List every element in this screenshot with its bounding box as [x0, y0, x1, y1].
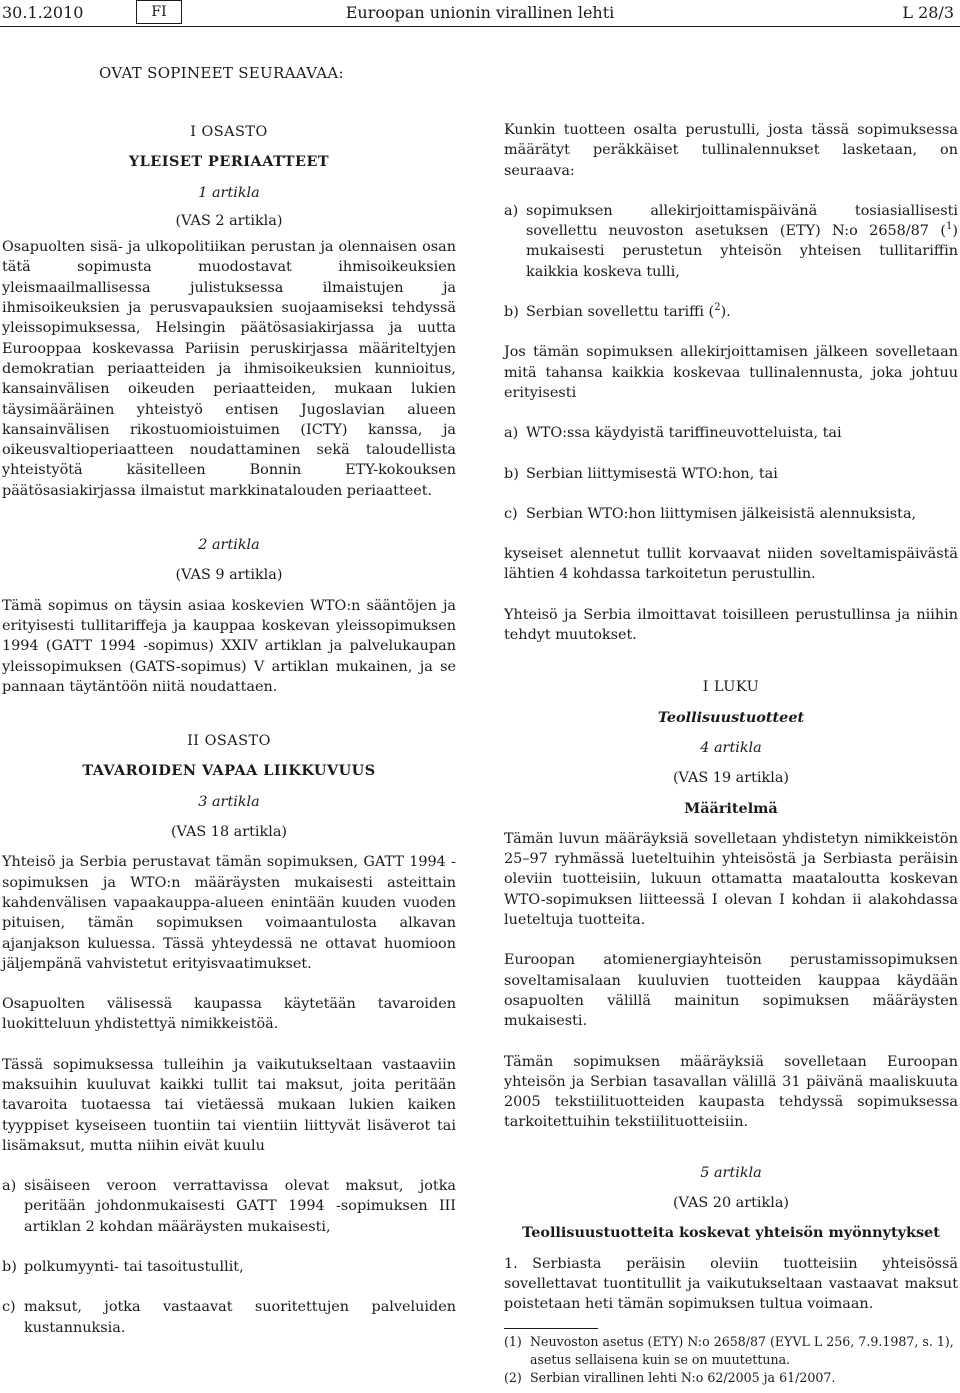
list-item-text-part: ). [720, 304, 731, 321]
base-duty-paragraph: Kunkin tuotteen osalta perustulli, josta tässä sopimuksessa määrätyt peräkkäiset tullinalennukset lasketaan, on seuraava: [504, 122, 958, 179]
list-item-label: a) [2, 1178, 17, 1195]
list-item-label: b) [504, 465, 519, 482]
list-item-label: c) [2, 1299, 16, 1316]
intro-heading: OVAT SOPINEET SEURAAVAA: [99, 64, 344, 82]
footnote [504, 1369, 958, 1387]
list-item-label: c) [504, 505, 518, 522]
article-number: 1 artikla [198, 184, 260, 201]
chapter-number: I LUKU [702, 679, 760, 696]
list-item [504, 504, 958, 524]
left-column [2, 120, 456, 1338]
article-reference: (VAS 2 artikla) [175, 212, 283, 229]
article-number: 5 artikla [700, 1164, 762, 1181]
footnote-ref: 1 [946, 221, 953, 233]
article-4-paragraph-3: Tämän sopimuksen määräyksiä sovelletaan Euroopan yhteisön ja Serbian tasavallan välillä 31 päivänä maaliskuuta 2005 tekstiilituotteiden kaupasta tehdyssä sopimuksessa tarkoitettuihin tekstiilituotteisiin. [504, 1053, 958, 1131]
footnote-text: Neuvoston asetus (ETY) N:o 2658/87 (EYVL L 256, 7.9.1987, s. 1), asetus sellaisena kuin se on muutettuna. [530, 1334, 954, 1368]
list-item-text: Serbian WTO:hon liittymisen jälkeisistä alennuksista, [526, 505, 917, 522]
list-item-text [526, 201, 958, 282]
list-item [504, 302, 958, 322]
language-code: FI [136, 0, 182, 24]
article-3-paragraph-3: Tässä sopimuksessa tulleihin ja vaikutukseltaan vastaaviin maksuihin kuuluvat kaikki tullit tai maksut, joita peritään tavaroita tuotaessa tai vietäessä mukaan lukien kaiken tyyppiset kyseiseen tuontiin tai vientiin liittyvät lisäverot tai lisämaksut, mutta niihin eivät kuulu [2, 1056, 456, 1154]
list-item-text: maksut, jotka vastaavat suoritettujen palveluiden kustannuksia. [24, 1299, 456, 1336]
article-3-paragraph-1: Yhteisö ja Serbia perustavat tämän sopimuksen, GATT 1994 -sopimuksen ja WTO:n määräysten mukaisesti asteittain kahdenvälisen vapaakauppa-alueen enintään kuuden vuoden pituisen, tämän sopimuksen voimaantulosta alkavan ajanjakson kuluessa. Tässä yhteydessä ne ottavat huomioon jäljempänä vahvistetut erityisvaatimukset. [2, 854, 456, 972]
header-date: 30.1.2010 [2, 3, 84, 22]
list-item [2, 1257, 456, 1277]
section-title: TAVAROIDEN VAPAA LIIKKUVUUS [82, 762, 376, 780]
list-item-label: b) [504, 304, 519, 321]
journal-title: Euroopan unionin virallinen lehti [345, 3, 615, 22]
article-number: 2 artikla [198, 537, 260, 554]
list-item [2, 1176, 456, 1237]
article-reference: (VAS 9 artikla) [175, 567, 283, 584]
list-item-text [526, 302, 958, 322]
article-reference: (VAS 20 artikla) [672, 1194, 790, 1211]
list-item [504, 201, 958, 282]
article-1-text: Osapuolten sisä- ja ulkopolitiikan perustan ja olennaisen osan tätä sopimusta muodostavat ihmisoikeuksien yleismaailmallisessa julistuksessa ilmaistujen ja ihmisoikeuksien ja perusvapauksien suojaamiseksi tehdyssä yleissopimuksessa, Helsingin päätösasiakirjassa ja uutta Eurooppaa koskevassa Pariisin peruskirjassa määriteltyjen demokratian periaatteiden ja ihmisoikeuksien kunnioitus, kansainvälisen oikeuden periaatteiden, mukaan lukien täysimääräinen yhteistyö entisen Jugoslavian alueen kansainvälisen rikostuomioistuimen (ICTY) kanssa, ja oikeusvaltioperiaatteen noudattaminen sekä taloudellista yhteistyötä käsitelleen Bonnin ETY-kokouksen päätösasiakirjassa ilmaistut markkinatalouden periaatteet. [2, 239, 456, 499]
section-number: II OSASTO [187, 733, 271, 750]
article-reference: (VAS 19 artikla) [672, 770, 790, 787]
list-item [504, 464, 958, 484]
article-reference: (VAS 18 artikla) [170, 824, 288, 841]
list-item-text: sisäiseen veroon verrattavissa olevat maksut, jotka peritään johdonmukaisesti GATT 1994 -sopimuksen III artiklan 2 kohdan määräysten mukaisesti, [24, 1178, 456, 1235]
page-header [0, 0, 960, 26]
list-item-text-part: ) mukaisesti perustetun yhteisön yhteisen tullitariffin kaikkia koskeva tulli, [526, 223, 958, 280]
section-number: I OSASTO [190, 124, 268, 140]
article-4-paragraph-1: Tämän luvun määräyksiä sovelletaan yhdistetyn nimikkeistön 25–97 ryhmässä lueteltuihin yhteisöstä ja Serbiasta peräisin oleviin tuotteisiin, lukuun ottamatta maataloutta koskevan WTO-sopimuksen liitteessä I olevan I kohdan ii alakohdassa lueteltuja tuotteita. [504, 830, 958, 929]
article-number: 3 artikla [198, 793, 260, 810]
list-item [504, 423, 958, 443]
list-item-label: b) [2, 1259, 17, 1276]
article-5-paragraph-1: 1. Serbiasta peräisin oleviin tuotteisiin yhteisössä sovellettavat tuontitullit ja vaikutukseltaan vastaavat maksut poistetaan heti tämän sopimuksen tultua voimaan. [504, 1255, 958, 1313]
article-number: 4 artikla [700, 739, 762, 756]
reduction-paragraph: Jos tämän sopimuksen allekirjoittamisen jälkeen sovelletaan mitä tahansa kaikkia koskevaa tullinalennusta, joka johtuu erityisesti [504, 344, 958, 401]
list-item-label: a) [504, 202, 519, 219]
article-title: Määritelmä [684, 799, 778, 817]
list-item-label: a) [504, 425, 519, 442]
list-item [2, 1297, 456, 1338]
right-column [504, 120, 958, 1387]
article-title: Teollisuustuotteita koskevat yhteisön myönnytykset [522, 1224, 940, 1242]
footnote [504, 1333, 958, 1369]
footnote-text: Serbian virallinen lehti N:o 62/2005 ja 61/2007. [530, 1370, 836, 1386]
notification-paragraph: Yhteisö ja Serbia ilmoittavat toisilleen perustullinsa ja niihin tehdyt muutokset. [504, 606, 958, 644]
list-item-text-part: Serbian sovellettu tariffi ( [526, 304, 715, 321]
list-item-text: polkumyynti- tai tasoitustullit, [24, 1259, 244, 1276]
list-item-text-part: sopimuksen allekirjoittamispäivänä tosiasiallisesti sovellettu neuvoston asetuksen (ETY) N:o 2658/87 ( [526, 202, 958, 240]
list-item-text: WTO:ssa käydyistä tariffineuvotteluista, tai [526, 425, 842, 442]
footnote-rule [504, 1328, 598, 1329]
footnote-label: (2) [504, 1370, 522, 1386]
footnote-ref: 2 [714, 302, 721, 314]
list-item-text: Serbian liittymisestä WTO:hon, tai [526, 465, 778, 482]
footnote-label: (1) [504, 1334, 522, 1350]
section-title: YLEISET PERIAATTEET [128, 153, 330, 171]
page-reference: L 28/3 [902, 3, 954, 22]
header-rule [0, 26, 960, 27]
article-4-paragraph-2: Euroopan atomienergiayhteisön perustamissopimuksen soveltamisalaan kuuluvien tuotteiden kauppaa käydään osapuolten välillä mainitun sopimuksen määräysten mukaisesti. [504, 952, 958, 1030]
article-3-paragraph-2: Osapuolten välisessä kaupassa käytetään tavaroiden luokitteluun yhdistettyä nimikkeistöä. [2, 996, 456, 1033]
chapter-title: Teollisuustuotteet [657, 708, 805, 726]
reduced-duties-paragraph: kyseiset alennetut tullit korvaavat niiden soveltamispäivästä lähtien 4 kohdassa tarkoitetun perustullin. [504, 546, 958, 583]
article-2-text: Tämä sopimus on täysin asiaa koskevien WTO:n sääntöjen ja erityisesti tullitariffeja ja kauppaa koskevan yleissopimuksen 1994 (GATT 1994 -sopimus) XXIV artiklan ja palvelukaupan yleissopimuksen (GATS-sopimus) V artiklan mukainen, ja se pannaan täytäntöön niitä noudattaen. [2, 597, 456, 695]
